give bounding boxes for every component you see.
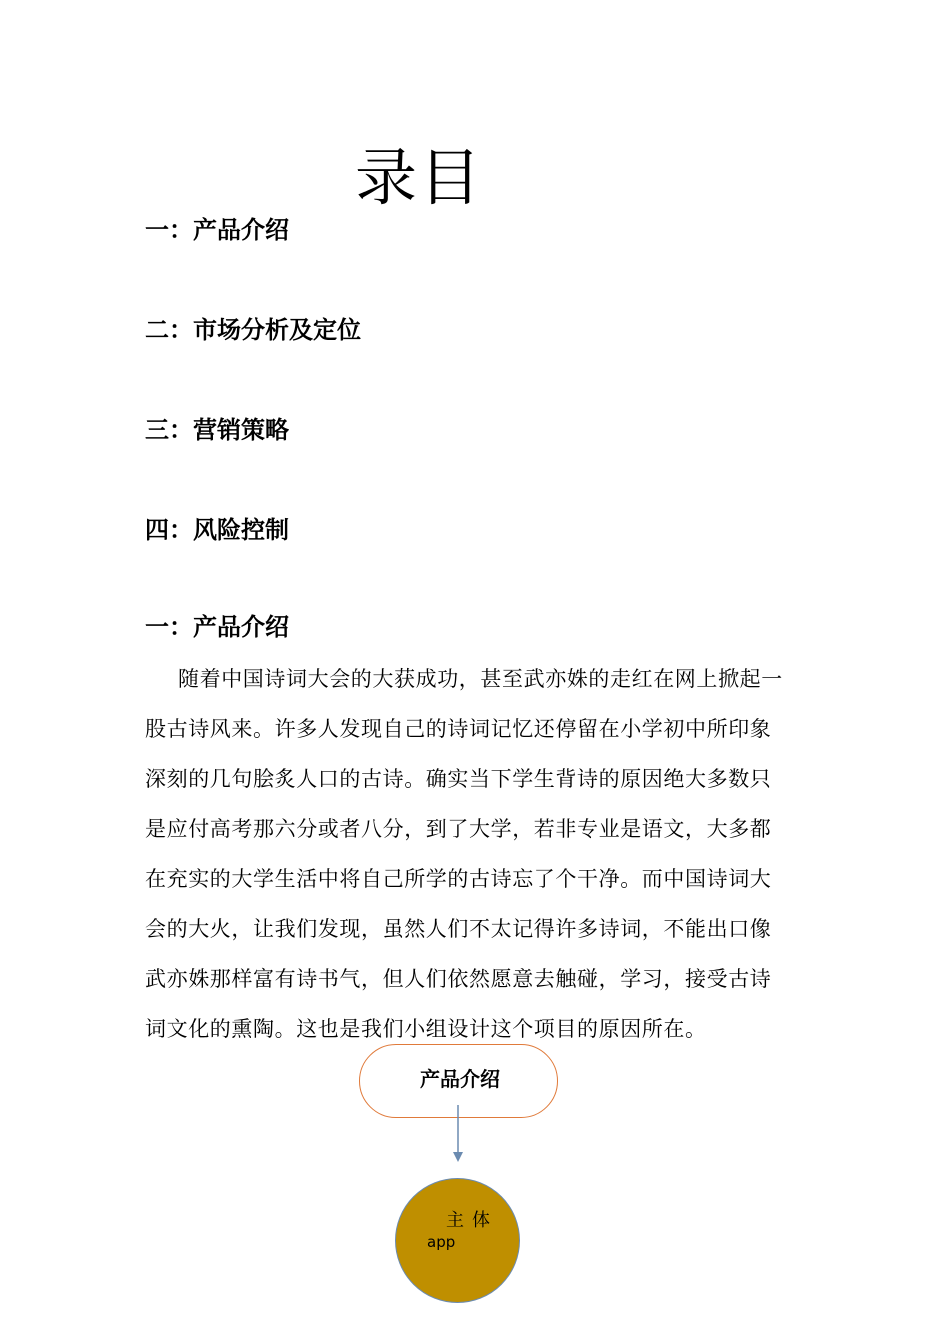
toc-item-risk-control: 四：风险控制 xyxy=(145,516,289,544)
flowchart-main-app-node xyxy=(395,1178,520,1303)
paragraph-line: 词文化的熏陶。这也是我们小组设计这个项目的原因所在。 xyxy=(145,1017,707,1041)
flowchart-node-label: 产品介绍 xyxy=(420,1067,500,1091)
section-heading: 一：产品介绍 xyxy=(145,613,289,641)
body-paragraph xyxy=(145,654,805,1054)
paragraph-line: 会的大火，让我们发现，虽然人们不太记得许多诗词，不能出口像 xyxy=(145,917,772,941)
paragraph-line: 在充实的大学生活中将自己所学的古诗忘了个干净。而中国诗词大 xyxy=(145,867,772,891)
toc-item-product-intro: 一：产品介绍 xyxy=(145,216,289,244)
paragraph-line: 深刻的几句脍炙人口的古诗。确实当下学生背诗的原因绝大多数只 xyxy=(145,767,772,791)
page-title: 录目 xyxy=(355,141,484,214)
paragraph-line: 随着中国诗词大会的大获成功，甚至武亦姝的走红在网上掀起一 xyxy=(178,667,783,691)
flowchart-node-label: 主体 xyxy=(446,1210,498,1231)
paragraph-line: 是应付高考那六分或者八分，到了大学，若非专业是语文，大多都 xyxy=(145,817,772,841)
paragraph-line: 股古诗风来。许多人发现自己的诗词记忆还停留在小学初中所印象 xyxy=(145,717,772,741)
toc-item-market-analysis: 二：市场分析及定位 xyxy=(145,316,361,344)
flowchart-node-sublabel: app xyxy=(427,1233,456,1251)
flowchart-arrow xyxy=(448,1105,468,1165)
paragraph-line: 武亦姝那样富有诗书气，但人们依然愿意去触碰，学习，接受古诗 xyxy=(145,967,772,991)
toc-item-marketing-strategy: 三：营销策略 xyxy=(145,416,289,444)
